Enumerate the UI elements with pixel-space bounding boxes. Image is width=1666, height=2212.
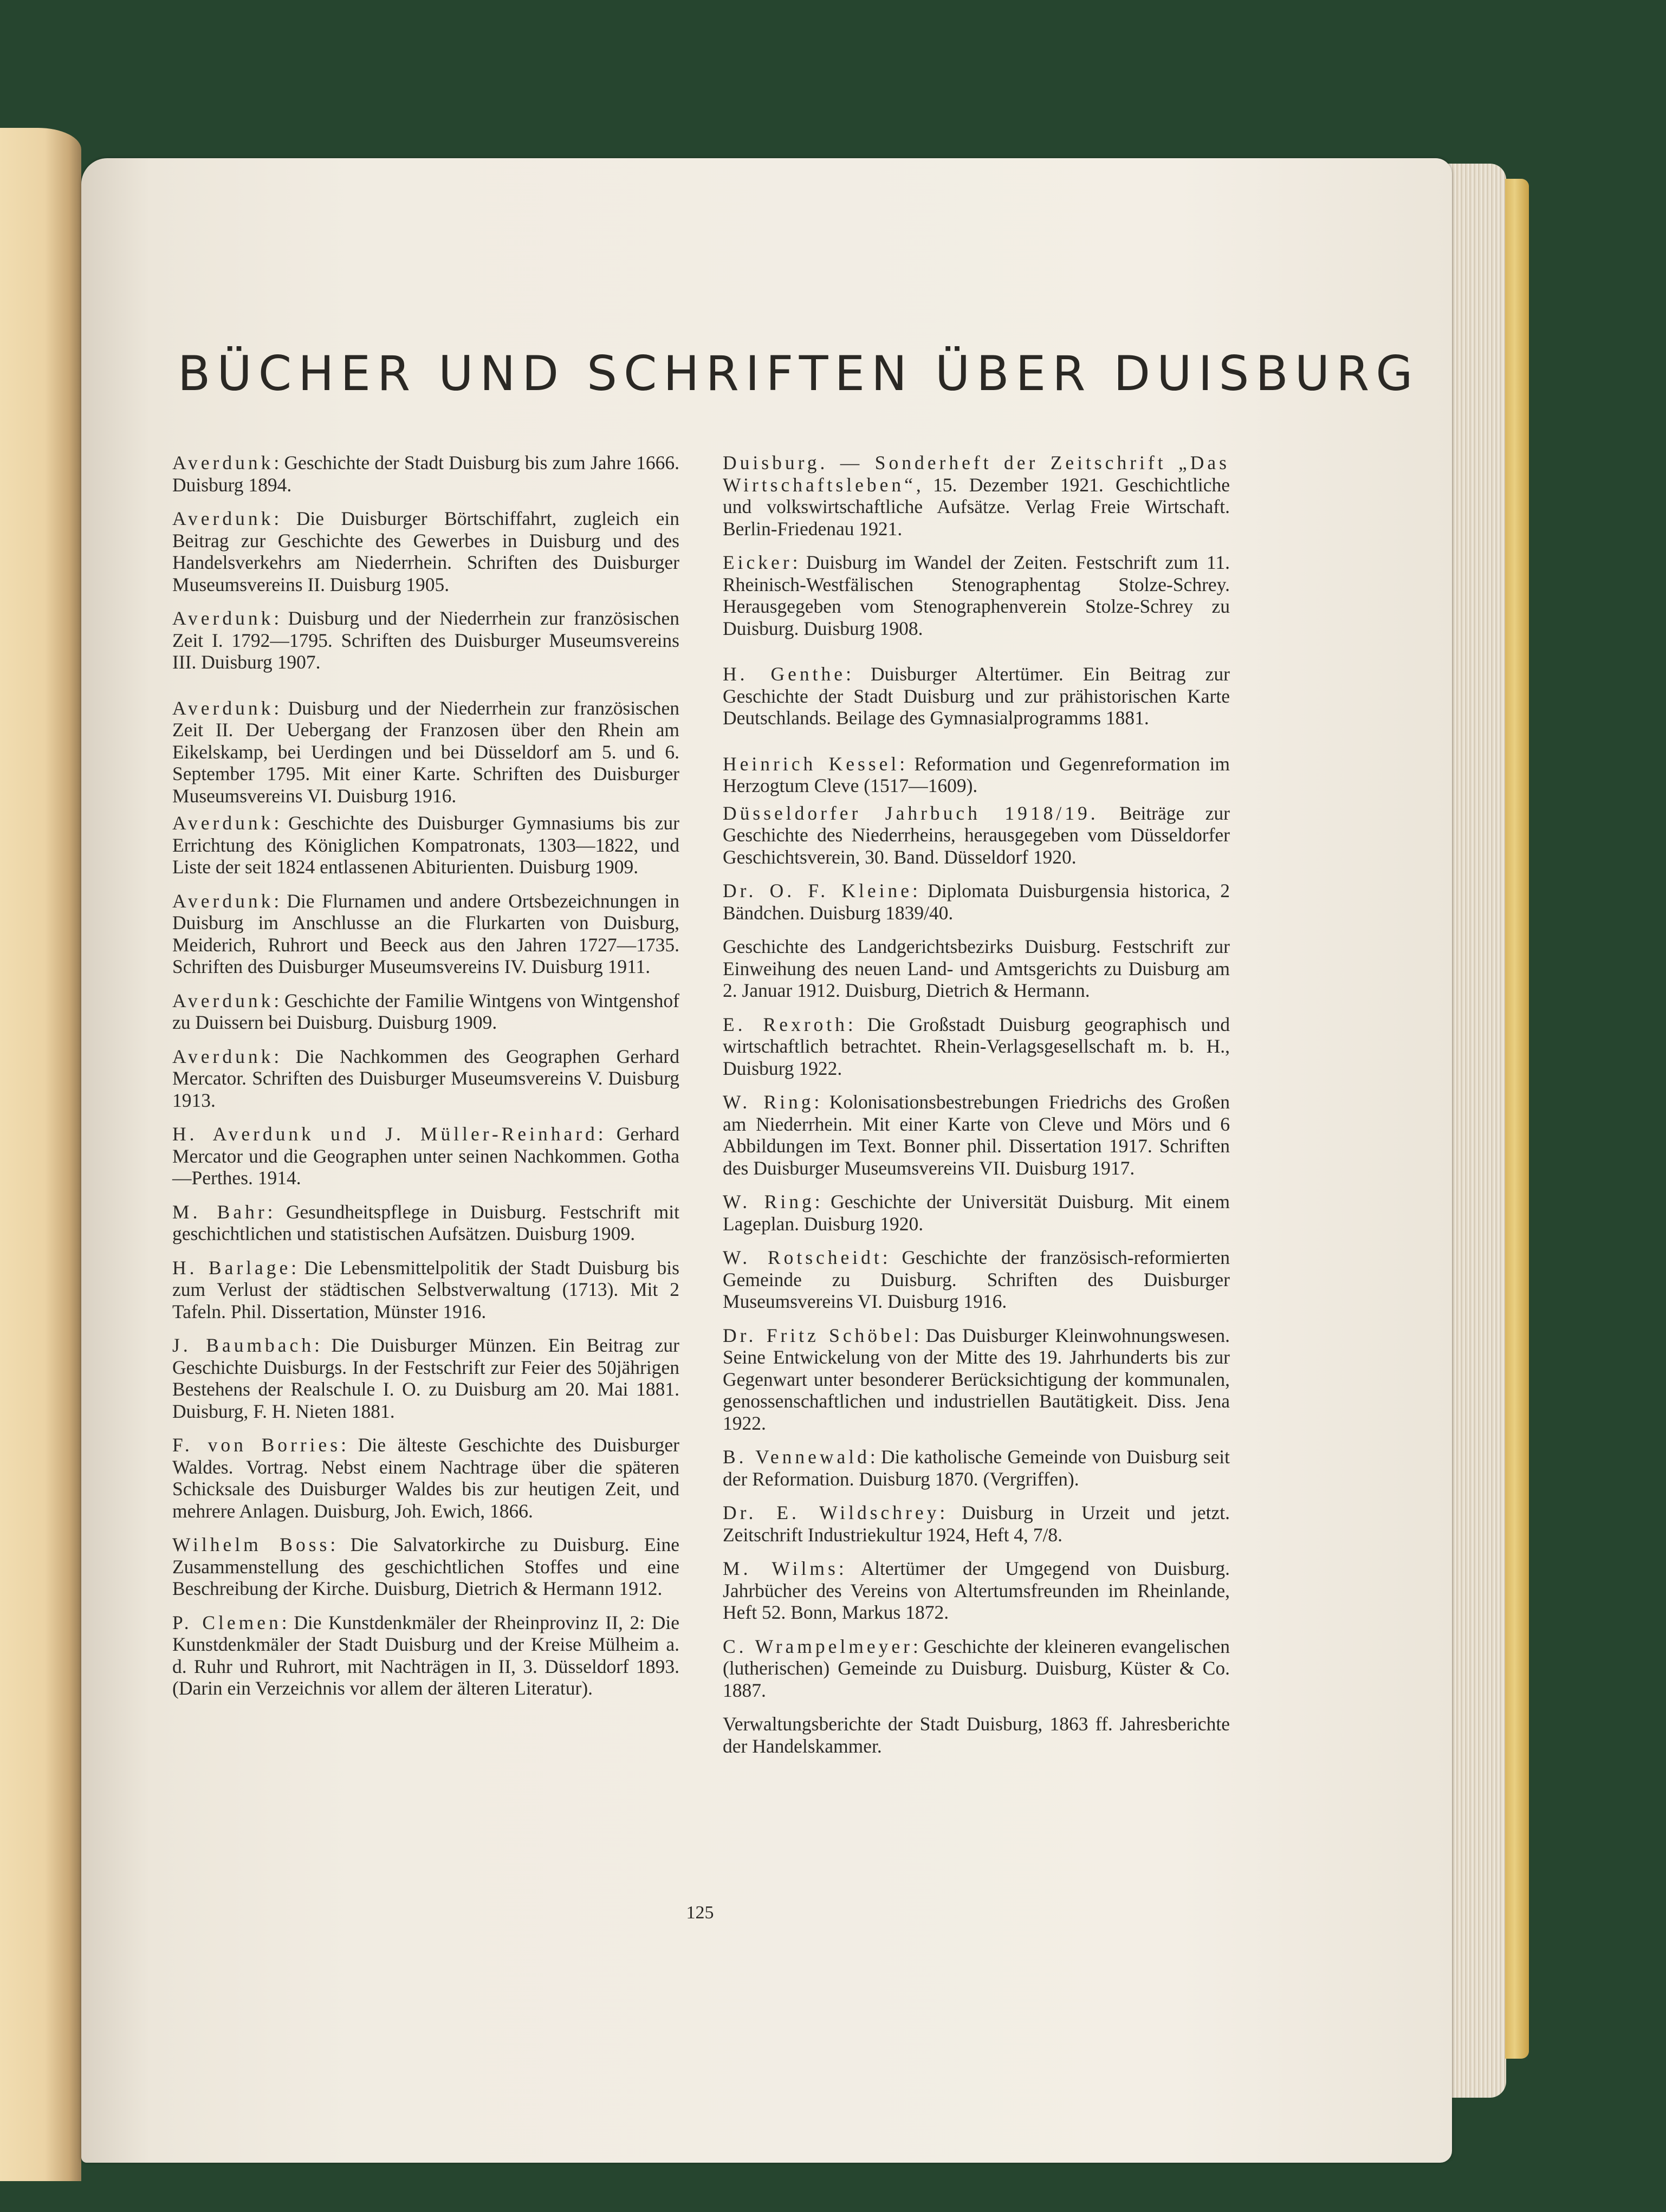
entry-author: Heinrich Kessel [723,753,900,775]
bibliography-entry: Averdunk: Die Flurnamen und andere Ortsbezeichnungen in Duisburg im Anschlusse an die Flurkarten von Duisburg, Meiderich, Ruhrort und Beeck aus den Jahren 1727—1735. Schriften des Duisburger Museumsvereins IV. Duisburg 1911. [172,890,679,977]
entry-author: Averdunk [172,508,274,529]
bibliography-entry: M. Wilms: Altertümer der Umgegend von Duisburg. Jahrbücher des Vereins von Altertumsfreunden im Rheinlande, Heft 52. Bonn, Markus 1872. [723,1558,1230,1623]
bibliography-entry [723,936,1230,1002]
bibliography-entry: Averdunk: Duisburg und der Niederrhein zur französischen Zeit II. Der Uebergang der Franzosen über den Rhein am Eikelskamp, bei Uerdingen und bei Düsseldorf am 5. und 6. September 1795. Mit einer Karte. Schriften des Duisburger Museumsvereins VI. Duisburg 1916. [172,697,679,807]
entry-text: Die Großstadt Duisburg geographisch und wirtschaftlich betrachtet. Rhein-Verlagsgesellschaft m. b. H., Duisburg 1922. [723,1013,1230,1079]
entry-author: M. Bahr [172,1201,268,1223]
entry-author: Eicker [723,552,793,573]
entry-author: C. Wrampelmeyer [723,1635,913,1657]
page-number: 125 [686,1903,714,1923]
entry-author: Averdunk [172,452,274,473]
entry-author: Duisburg. — Sonderheft der Zeitschrift „Das Wirtschaftsleben“ [723,452,1230,496]
entry-text: Duisburg im Wandel der Zeiten. Festschrift zum 11. Rheinisch-Westfälischen Stenographentag Stolze-Schrey. Herausgegeben vom Stenographenverein Stolze-Schrey zu Duisburg. Duisburg 1908. [723,552,1230,639]
bibliography-entry: Heinrich Kessel: Reformation und Gegenreformation im Herzogtum Cleve (1517—1609). [723,753,1230,796]
entry-text: Geschichte der Familie Wintgens von Wintgenshof zu Duissern bei Duisburg. Duisburg 1909. [172,989,679,1033]
bibliography-entry: E. Rexroth: Die Großstadt Duisburg geographisch und wirtschaftlich betrachtet. Rhein-Verlagsgesellschaft m. b. H., Duisburg 1922. [723,1013,1230,1079]
entry-text: Duisburg und der Niederrhein zur französischen Zeit I. 1792—1795. Schriften des Duisburger Museumsvereins III. Duisburg 1907. [172,607,679,673]
bibliography-column-left [172,452,679,1711]
bibliography-entry: Eicker: Duisburg im Wandel der Zeiten. Festschrift zum 11. Rheinisch-Westfälischen Stenographentag Stolze-Schrey. Herausgegeben vom Stenographenverein Stolze-Schrey zu Duisburg. Duisburg 1908. [723,552,1230,639]
entry-text: Geschichte des Duisburger Gymnasiums bis zur Errichtung des Königlichen Kompatronats, 1303—1822, und Liste der seit 1824 entlassenen Abiturienten. Duisburg 1909. [172,812,679,878]
entry-text: Kolonisationsbestrebungen Friedrichs des Großen am Niederrhein. Mit einer Karte von Cleve und Mörs und 6 Abbildungen im Text. Bonner phil. Dissertation 1917. Schriften des Duisburger Museumsvereins VII. Duisburg 1917. [723,1091,1230,1179]
entry-author: Averdunk [172,1045,274,1067]
entry-author: H. Barlage [172,1256,291,1279]
entry-author: E. Rexroth [723,1013,848,1035]
page-title: BÜCHER UND SCHRIFTEN ÜBER DUISBURG [178,346,1419,401]
book-cover-edge [1505,179,1529,2059]
bibliography-entry: H. Averdunk und J. Müller-Reinhard: Gerhard Mercator und die Geographen unter seinen Nachkommen. Gotha—Perthes. 1914. [172,1123,679,1189]
bibliography-entry: Wilhelm Boss: Die Salvatorkirche zu Duisburg. Eine Zusammenstellung des geschichtlichen Stoffes und eine Beschreibung der Kirche. Duisburg, Dietrich & Hermann 1912. [172,1534,679,1599]
bibliography-entry: Averdunk: Geschichte der Familie Wintgens von Wintgenshof zu Duissern bei Duisburg. Duisburg 1909. [172,989,679,1033]
bibliography-entry: J. Baumbach: Die Duisburger Münzen. Ein Beitrag zur Geschichte Duisburgs. In der Festschrift zur Feier des 50jährigen Bestehens der Realschule I. O. zu Duisburg am 20. Mai 1881. Duisburg, F. H. Nieten 1881. [172,1334,679,1422]
bibliography-entry: Averdunk: Die Nachkommen des Geographen Gerhard Mercator. Schriften des Duisburger Museumsvereins V. Duisburg 1913. [172,1045,679,1111]
entry-text: Die Nachkommen des Geographen Gerhard Mercator. Schriften des Duisburger Museumsvereins V. Duisburg 1913. [172,1045,679,1111]
entry-author: B. Vennewald [723,1446,870,1468]
entry-author: Dr. E. Wildschrey [723,1502,940,1523]
entry-author: F. von Borries [172,1434,341,1456]
entry-text: Duisburger Altertümer. Ein Beitrag zur Geschichte der Stadt Duisburg und zur prähistorischen Karte Deutschlands. Beilage des Gymnasialprogramms 1881. [723,663,1230,729]
entry-text: Die Lebensmittelpolitik der Stadt Duisburg bis zum Verlust der städtischen Selbstverwaltung (1713). Mit 2 Tafeln. Phil. Dissertation, Münster 1916. [172,1256,679,1322]
entry-text: Die älteste Geschichte des Duisburger Waldes. Vortrag. Nebst einem Nachtrage über die späteren Schicksale des Duisburger Waldes bis zur heutigen Zeit, und mehrere Anlagen. Duisburg, Joh. Ewich, 1866. [172,1434,679,1522]
entry-author: P. Clemen [172,1611,282,1633]
entry-text: 15. Dezember 1921. Geschichtliche und volkswirtschaftliche Aufsätze. Verlag Freie Wirtschaft. Berlin-Friedenau 1921. [723,473,1230,540]
entry-author: Dr. Fritz Schöbel [723,1324,914,1346]
entry-author: Averdunk [172,812,274,834]
bibliography-entry: C. Wrampelmeyer: Geschichte der kleineren evangelischen (lutherischen) Gemeinde zu Duisburg. Duisburg, Küster & Co. 1887. [723,1635,1230,1701]
entry-text: Die Salvatorkirche zu Duisburg. Eine Zusammenstellung des geschichtlichen Stoffes und eine Beschreibung der Kirche. Duisburg, Dietrich & Hermann 1912. [172,1534,679,1599]
bibliography-entry: W. Ring: Kolonisationsbestrebungen Friedrichs des Großen am Niederrhein. Mit einer Karte von Cleve und Mörs und 6 Abbildungen im Text. Bonner phil. Dissertation 1917. Schriften des Duisburger Museumsvereins VII. Duisburg 1917. [723,1091,1230,1179]
bibliography-entry [723,802,1230,868]
entry-author: J. Baumbach [172,1334,315,1356]
bibliography-entry: Averdunk: Duisburg und der Niederrhein zur französischen Zeit I. 1792—1795. Schriften des Duisburger Museumsvereins III. Duisburg 1907. [172,607,679,673]
entry-author: Dr. O. F. Kleine [723,880,913,901]
bibliography-entry: H. Barlage: Die Lebensmittelpolitik der Stadt Duisburg bis zum Verlust der städtischen Selbstverwaltung (1713). Mit 2 Tafeln. Phil. Dissertation, Münster 1916. [172,1256,679,1322]
entry-text: Verwaltungsberichte der Stadt Duisburg, 1863 ff. Jahresberichte der Handelskammer. [723,1713,1230,1757]
page-stack-edge [1445,164,1506,2098]
entry-text: Gesundheitspflege in Duisburg. Festschrift mit geschichtlichen und statistischen Aufsätzen. Duisburg 1909. [172,1201,679,1244]
bibliography-entry: B. Vennewald: Die katholische Gemeinde von Duisburg seit der Reformation. Duisburg 1870. (Vergriffen). [723,1446,1230,1490]
bibliography-entry: Duisburg. — Sonderheft der Zeitschrift „Das Wirtschaftsleben“, 15. Dezember 1921. Geschichtliche und volkswirtschaftliche Aufsätze. Verlag Freie Wirtschaft. Berlin-Friedenau 1921. [723,452,1230,540]
bibliography-entry: Averdunk: Die Duisburger Börtschiffahrt, zugleich ein Beitrag zur Geschichte des Gewerbes in Duisburg und des Handelsverkehrs am Niederrhein. Schriften des Duisburger Museumsvereins II. Duisburg 1905. [172,508,679,595]
entry-text: Die katholische Gemeinde von Duisburg seit der Reformation. Duisburg 1870. (Vergriffen). [723,1446,1230,1490]
entry-author: W. Ring [723,1091,814,1113]
entry-author: Averdunk [172,989,274,1011]
bibliography-entry: H. Genthe: Duisburger Altertümer. Ein Beitrag zur Geschichte der Stadt Duisburg und zur prähistorischen Karte Deutschlands. Beilage des Gymnasialprogramms 1881. [723,663,1230,729]
entry-text: Die Kunstdenkmäler der Rheinprovinz II, 2: Die Kunstdenkmäler der Stadt Duisburg und der Kreise Mülheim a. d. Ruhr und Ruhrort, mit Nachträgen in II, 3. Düsseldorf 1893. (Darin ein Verzeichnis vor allem der älteren Literatur). [172,1611,679,1699]
entry-text: Die Duisburger Börtschiffahrt, zugleich ein Beitrag zur Geschichte des Gewerbes in Duisburg und des Handelsverkehrs am Niederrhein. Schriften des Duisburger Museumsvereins II. Duisburg 1905. [172,508,679,595]
bibliography-entry [723,1713,1230,1757]
bibliography-entry: F. von Borries: Die älteste Geschichte des Duisburger Waldes. Vortrag. Nebst einem Nachtrage über die späteren Schicksale des Duisburger Waldes bis zur heutigen Zeit, und mehrere Anlagen. Duisburg, Joh. Ewich, 1866. [172,1434,679,1522]
entry-text: Geschichte der Stadt Duisburg bis zum Jahre 1666. Duisburg 1894. [172,452,679,496]
entry-author: M. Wilms [723,1558,839,1579]
entry-text: Geschichte der französisch-reformierten Gemeinde zu Duisburg. Schriften des Duisburger Museumsvereins VI. Duisburg 1916. [723,1247,1230,1312]
entry-text: Geschichte des Landgerichtsbezirks Duisburg. Festschrift zur Einweihung des neuen Land- und Amtsgerichts zu Duisburg am 2. Januar 1912. Duisburg, Dietrich & Hermann. [723,936,1230,1001]
entry-text: Geschichte der Universität Duisburg. Mit einem Lageplan. Duisburg 1920. [723,1191,1230,1235]
bibliography-entry: M. Bahr: Gesundheitspflege in Duisburg. Festschrift mit geschichtlichen und statistischen Aufsätzen. Duisburg 1909. [172,1201,679,1244]
entry-text: Altertümer der Umgegend von Duisburg. Jahrbücher des Vereins von Altertumsfreunden im Rheinlande, Heft 52. Bonn, Markus 1872. [723,1558,1230,1623]
entry-text: Diplomata Duisburgensia historica, 2 Bändchen. Duisburg 1839/40. [723,880,1230,924]
entry-author: Averdunk [172,697,274,719]
entry-author: Düsseldorfer Jahrbuch 1918/19. [723,802,1099,824]
entry-text: Die Duisburger Münzen. Ein Beitrag zur Geschichte Duisburgs. In der Festschrift zur Feier des 50jährigen Bestehens der Realschule I. O. zu Duisburg am 20. Mai 1881. Duisburg, F. H. Nieten 1881. [172,1334,679,1422]
bibliography-entry: P. Clemen: Die Kunstdenkmäler der Rheinprovinz II, 2: Die Kunstdenkmäler der Stadt Duisburg und der Kreise Mülheim a. d. Ruhr und Ruhrort, mit Nachträgen in II, 3. Düsseldorf 1893. (Darin ein Verzeichnis vor allem der älteren Literatur). [172,1611,679,1699]
entry-author: Averdunk [172,890,274,912]
bibliography-entry: W. Rotscheidt: Geschichte der französisch-reformierten Gemeinde zu Duisburg. Schriften des Duisburger Museumsvereins VI. Duisburg 1916. [723,1247,1230,1312]
bibliography-entry: Dr. Fritz Schöbel: Das Duisburger Kleinwohnungswesen. Seine Entwickelung von der Mitte des 19. Jahrhunderts bis zur Gegenwart unter besonderer Berücksichtigung der kommunalen, genossenschaftlichen und industriellen Bautätigkeit. Diss. Jena 1922. [723,1324,1230,1434]
entry-text: Geschichte der kleineren evangelischen (lutherischen) Gemeinde zu Duisburg. Duisburg, Küster & Co. 1887. [723,1635,1230,1701]
entry-text: Duisburg und der Niederrhein zur französischen Zeit II. Der Uebergang der Franzosen über den Rhein am Eikelskamp, bei Uerdingen und bei Düsseldorf am 5. und 6. September 1795. Mit einer Karte. Schriften des Duisburger Museumsvereins VI. Duisburg 1916. [172,697,679,807]
entry-author: W. Ring [723,1191,815,1212]
bibliography-entry: Dr. E. Wildschrey: Duisburg in Urzeit und jetzt. Zeitschrift Industriekultur 1924, Heft 4, 7/8. [723,1502,1230,1546]
left-page-edge [0,128,81,2181]
entry-text: Die Flurnamen und andere Ortsbezeichnungen in Duisburg im Anschlusse an die Flurkarten von Duisburg, Meiderich, Ruhrort und Beeck aus den Jahren 1727—1735. Schriften des Duisburger Museumsvereins IV. Duisburg 1911. [172,890,679,977]
bibliography-column-right [723,452,1230,1769]
entry-author: H. Averdunk und J. Müller-Reinhard [172,1123,598,1145]
bibliography-entry: Averdunk: Geschichte der Stadt Duisburg bis zum Jahre 1666. Duisburg 1894. [172,452,679,496]
entry-author: W. Rotscheidt [723,1247,883,1268]
bibliography-entry: Averdunk: Geschichte des Duisburger Gymnasiums bis zur Errichtung des Königlichen Kompatronats, 1303—1822, und Liste der seit 1824 entlassenen Abiturienten. Duisburg 1909. [172,812,679,878]
entry-author: Averdunk [172,607,274,629]
entry-text: Duisburg in Urzeit und jetzt. Zeitschrift Industriekultur 1924, Heft 4, 7/8. [723,1502,1230,1546]
entry-text: Beiträge zur Geschichte des Niederrheins, herausgegeben vom Düsseldorfer Geschichtsverein, 30. Band. Düsseldorf 1920. [723,802,1230,868]
entry-text: Gerhard Mercator und die Geographen unter seinen Nachkommen. Gotha—Perthes. 1914. [172,1123,679,1189]
entry-author: H. Genthe [723,663,846,685]
bibliography-entry: W. Ring: Geschichte der Universität Duisburg. Mit einem Lageplan. Duisburg 1920. [723,1191,1230,1235]
entry-text: Reformation und Gegenreformation im Herzogtum Cleve (1517—1609). [723,753,1230,796]
entry-text: Das Duisburger Kleinwohnungswesen. Seine Entwickelung von der Mitte des 19. Jahrhunderts bis zur Gegenwart unter besonderer Berücksichtigung der kommunalen, genossenschaftlichen und industriellen Bautätigkeit. Diss. Jena 1922. [723,1324,1230,1434]
entry-author: Wilhelm Boss [172,1534,330,1555]
bibliography-entry: Dr. O. F. Kleine: Diplomata Duisburgensia historica, 2 Bändchen. Duisburg 1839/40. [723,880,1230,924]
